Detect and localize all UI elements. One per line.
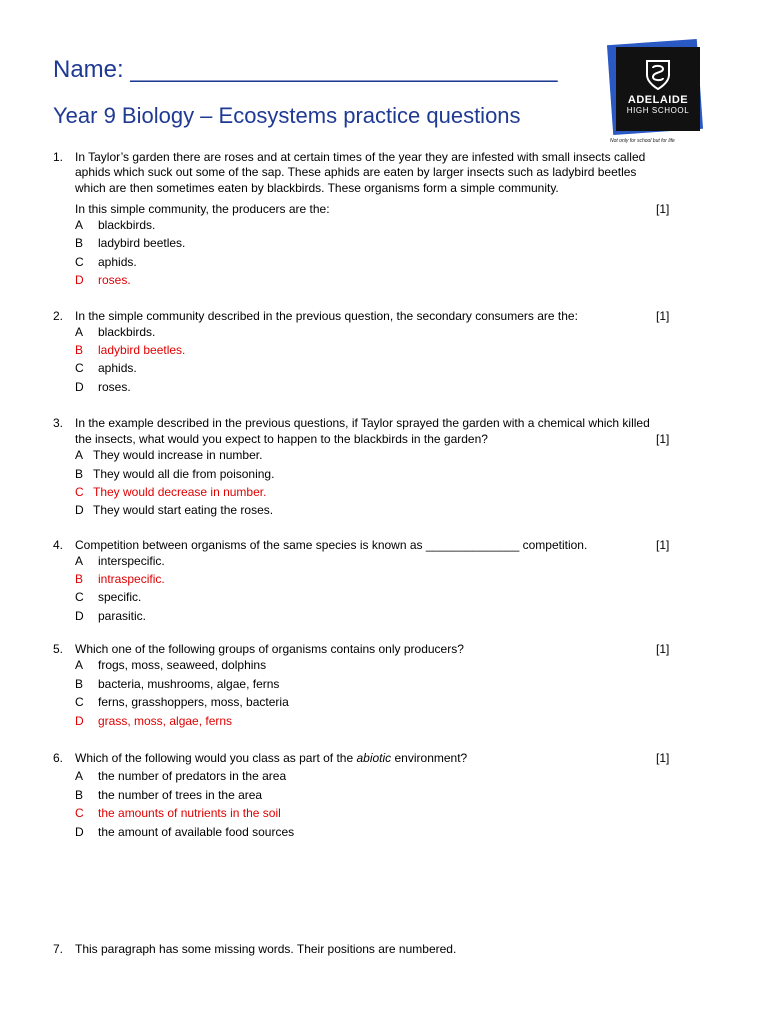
question-number: 2. [53, 309, 64, 323]
question-number: 4. [53, 538, 64, 552]
option-text: parasitic. [98, 609, 147, 623]
question-number: 3. [53, 416, 64, 430]
question-text-part: Which of the following would you class as part of the [75, 751, 357, 765]
option-letter: A [75, 554, 84, 568]
page-title: Year 9 Biology – Ecosystems practice questions [53, 103, 521, 128]
option-letter: C [75, 361, 84, 375]
option-letter-answer: D [75, 714, 84, 728]
option-letter: B [75, 236, 84, 250]
question-text-line: This paragraph has some missing words. Their positions are numbered. [75, 942, 457, 956]
option-letter: D [75, 825, 84, 839]
logo-badge [616, 47, 700, 131]
question-text-part: environment? [391, 751, 468, 765]
option-text: bacteria, mushrooms, algae, ferns [98, 677, 280, 691]
option-text: aphids. [98, 255, 137, 269]
option-letter: A [75, 448, 84, 462]
question-number: 7. [53, 942, 64, 956]
option-text: ferns, grasshoppers, moss, bacteria [98, 695, 289, 709]
question-text-line: Which one of the following groups of organisms contains only producers? [75, 642, 464, 656]
name-line: Name: ________________________________ [53, 56, 558, 83]
option-letter: A [75, 325, 84, 339]
option-text: the amount of available food sources [98, 825, 295, 839]
option-text: frogs, moss, seaweed, dolphins [98, 658, 267, 672]
option-text: specific. [98, 590, 142, 604]
option-text: blackbirds. [98, 218, 156, 232]
option-text-answer: roses. [98, 273, 131, 287]
question-prompt: In this simple community, the producers are the: [75, 202, 330, 216]
option-letter: A [75, 769, 84, 783]
option-text-answer: grass, moss, algae, ferns [98, 714, 233, 728]
question-text-line: In the example described in the previous questions, if Taylor sprayed the garden with a chemical which killed [75, 416, 650, 430]
option-text-answer: intraspecific. [98, 572, 165, 586]
mark-label: [1] [656, 309, 670, 323]
option-text: They would all die from poisoning. [93, 467, 275, 481]
question-text-line: aphids which suck out some of the sap. These aphids are eaten by larger insects such as ladybird beetles [75, 165, 637, 179]
mark-label: [1] [656, 751, 670, 765]
crest-icon [644, 59, 672, 91]
option-text: They would start eating the roses. [93, 503, 274, 517]
school-logo [606, 42, 702, 148]
option-text-answer: the amounts of nutrients in the soil [98, 806, 281, 820]
option-letter: C [75, 695, 84, 709]
question-text-line: In Taylor’s garden there are roses and at certain times of the year they are infested with small insects called [75, 150, 646, 164]
option-letter: B [75, 788, 84, 802]
option-letter-answer: C [75, 485, 84, 499]
option-letter: C [75, 590, 84, 604]
option-text: roses. [98, 380, 131, 394]
option-text: the number of trees in the area [98, 788, 263, 802]
question-number: 5. [53, 642, 64, 656]
option-letter-answer: C [75, 806, 84, 820]
mark-label: [1] [656, 538, 670, 552]
option-letter: D [75, 503, 84, 517]
mark-label: [1] [656, 432, 670, 446]
option-text-answer: They would decrease in number. [93, 485, 267, 499]
mark-label: [1] [656, 642, 670, 656]
option-text: They would increase in number. [93, 448, 263, 462]
logo-name: ADELAIDE [627, 94, 689, 106]
question-number: 1. [53, 150, 64, 164]
logo-subtitle: HIGH SCHOOL [626, 106, 690, 115]
question-text-line: which are then sometimes eaten by blackbirds. These organisms form a simple community. [75, 181, 559, 195]
option-letter: D [75, 380, 84, 394]
option-text-answer: ladybird beetles. [98, 343, 186, 357]
option-text: blackbirds. [98, 325, 156, 339]
question-text-line [75, 750, 467, 766]
question-number: 6. [53, 751, 64, 765]
question-text-emphasis: abiotic [356, 751, 392, 765]
option-letter-answer: B [75, 572, 84, 586]
question-text-line: Competition between organisms of the same species is known as ______________ competition. [75, 538, 588, 552]
option-text: ladybird beetles. [98, 236, 186, 250]
option-letter: C [75, 255, 84, 269]
mark-label: [1] [656, 202, 670, 216]
option-letter: A [75, 218, 84, 232]
option-letter-answer: B [75, 343, 84, 357]
logo-motto: Not only for school but for life [610, 138, 675, 144]
option-letter: B [75, 677, 84, 691]
option-text: aphids. [98, 361, 137, 375]
option-text: the number of predators in the area [98, 769, 287, 783]
option-letter: B [75, 467, 84, 481]
option-text: interspecific. [98, 554, 165, 568]
option-letter: A [75, 658, 84, 672]
question-text-line: In the simple community described in the previous question, the secondary consumers are the: [75, 309, 578, 323]
option-letter-answer: D [75, 273, 84, 287]
question-text-line: the insects, what would you expect to happen to the blackbirds in the garden? [75, 432, 488, 446]
option-letter: D [75, 609, 84, 623]
